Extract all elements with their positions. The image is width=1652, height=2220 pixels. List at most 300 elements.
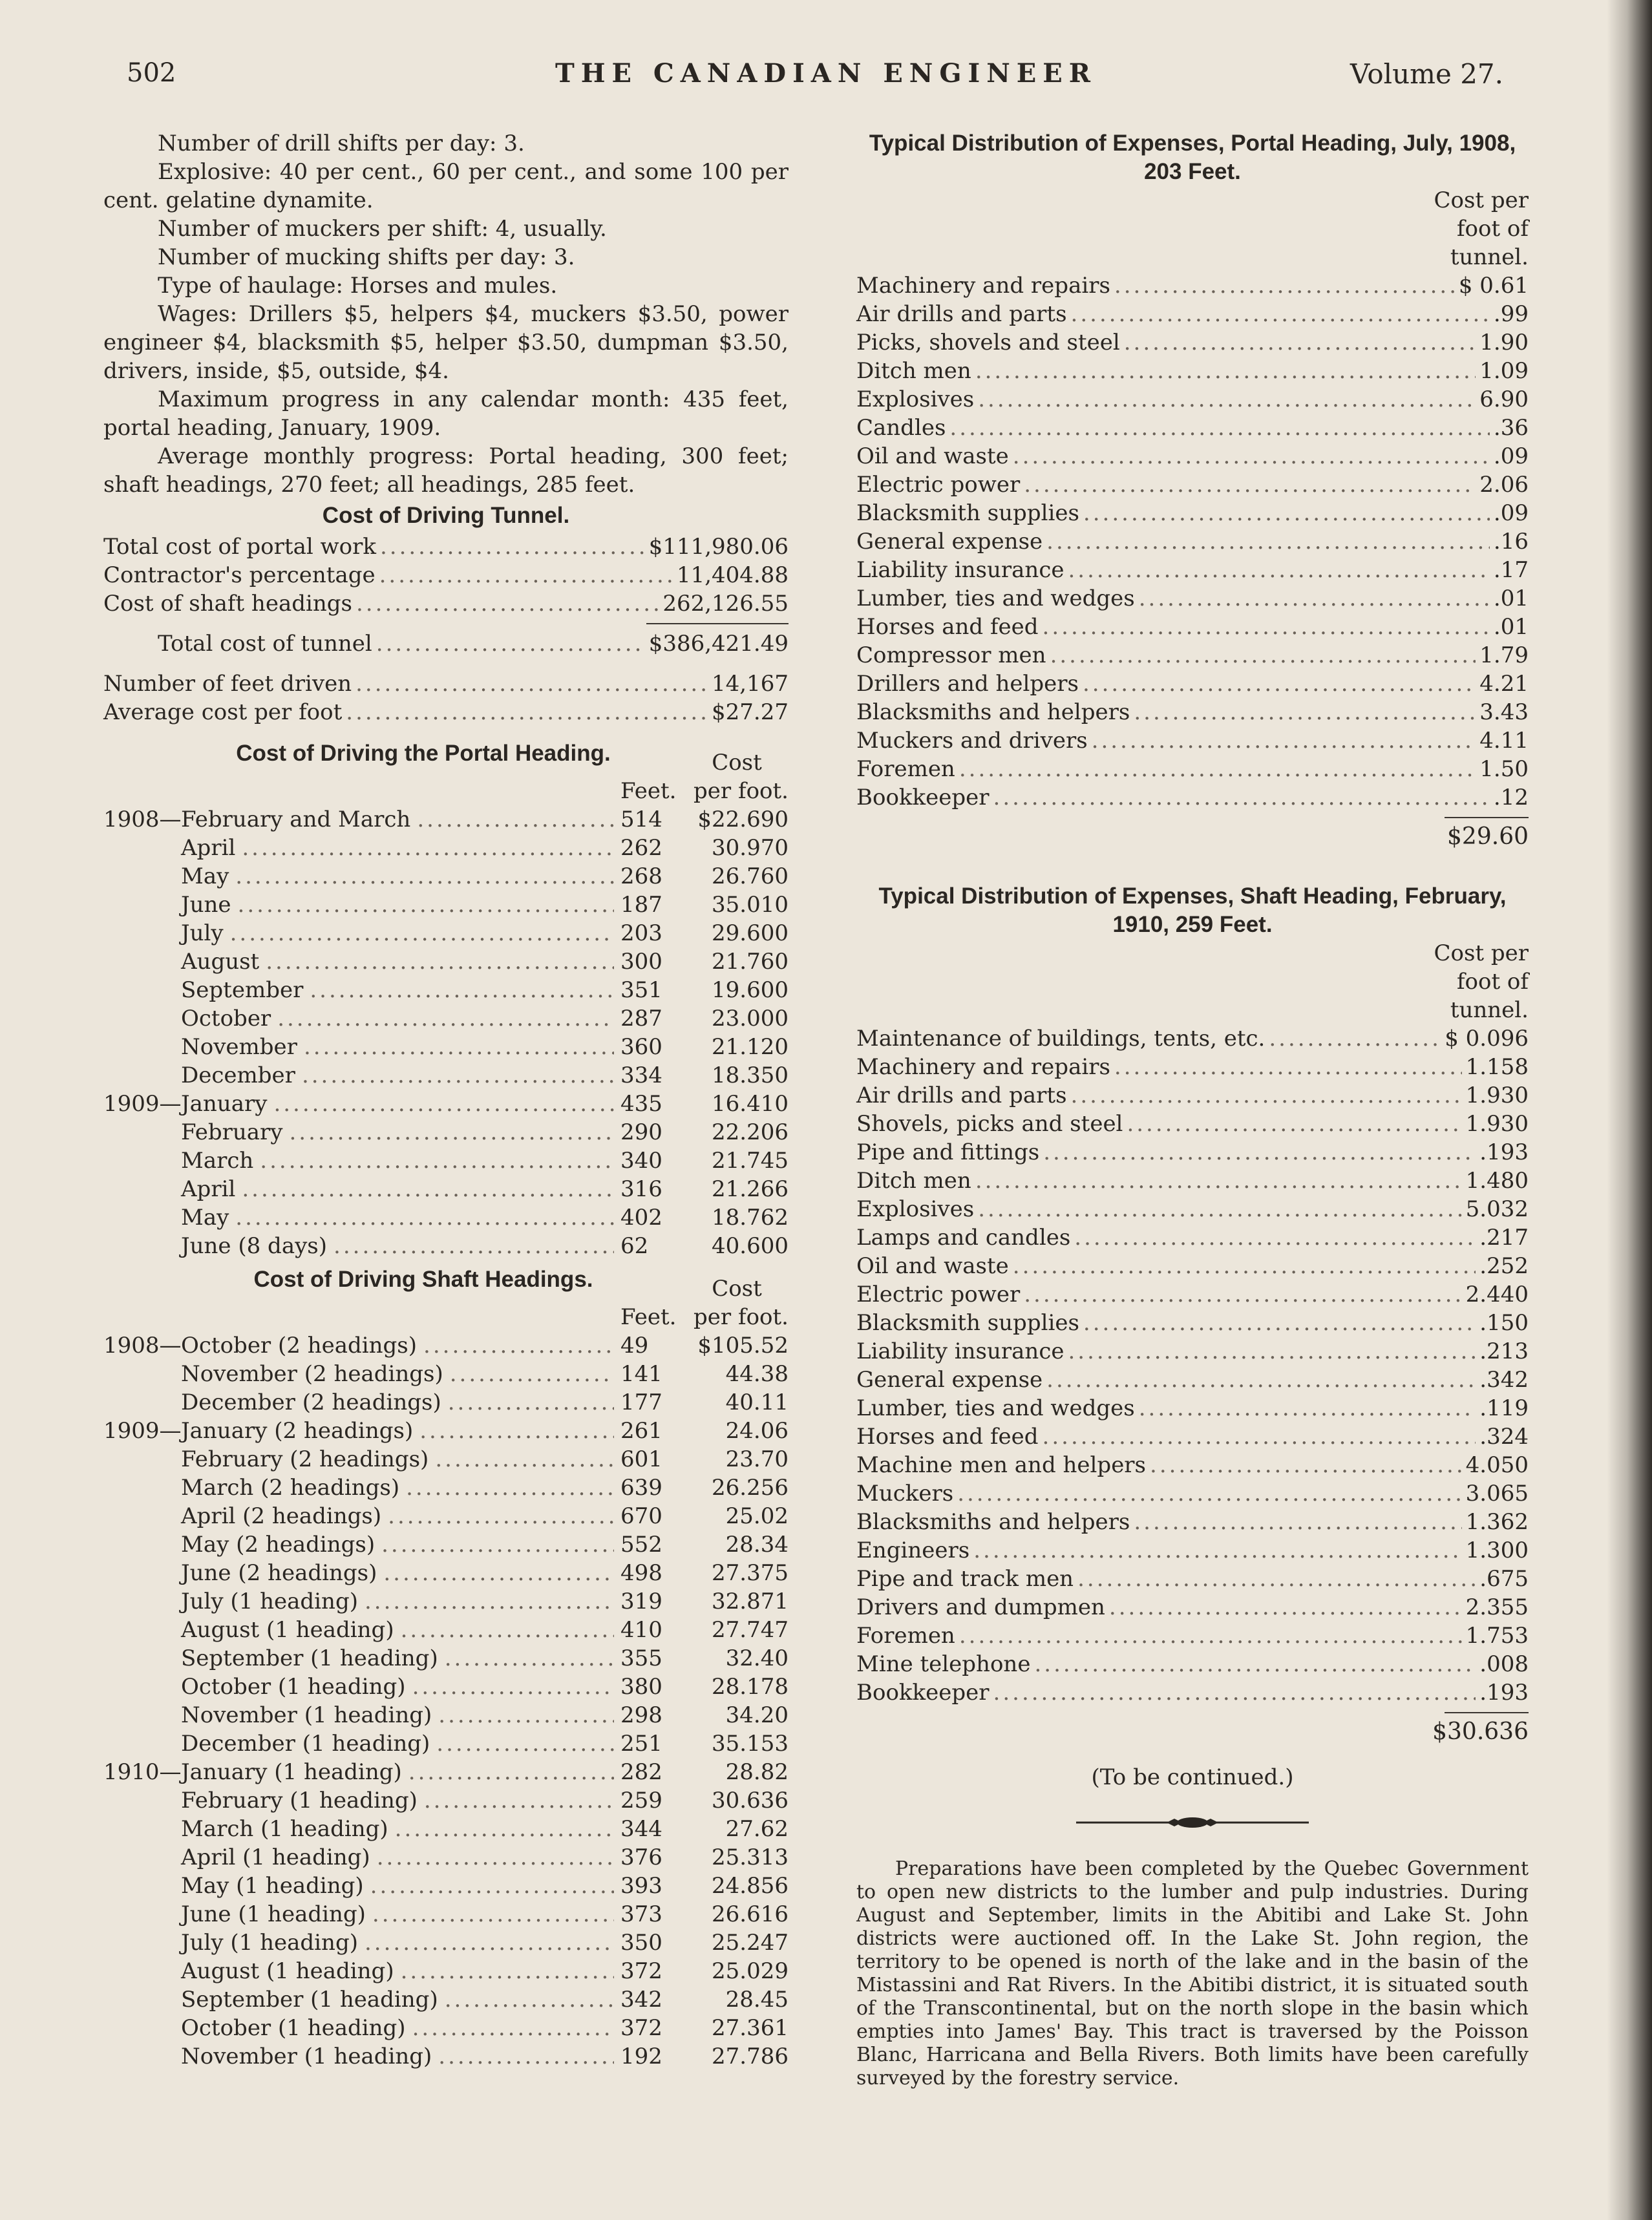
feet-cell: 268 — [620, 863, 662, 889]
paragraph: Maximum progress in any calendar month: 435 feet, portal heading, January, 1909. — [103, 386, 789, 441]
row-value: 11,404.88 — [676, 562, 789, 588]
cost-cell: 21.745 — [712, 1148, 789, 1174]
feet-cell: 360 — [620, 1034, 662, 1060]
feet-cell: 402 — [620, 1205, 662, 1231]
table-row — [856, 1138, 1529, 1167]
volume-label: Volume 27. — [1350, 58, 1503, 90]
feet-cell: 192 — [620, 2044, 662, 2069]
cost-cell: 26.616 — [712, 1901, 789, 1927]
cost-cell: 40.11 — [725, 1390, 789, 1415]
table-row — [103, 1474, 789, 1502]
month-cell: October (1 heading) — [181, 2015, 406, 2041]
table-row — [103, 1360, 789, 1388]
row-label: Blacksmith supplies — [856, 500, 1079, 526]
row-label: Contractor's percentage — [103, 562, 376, 588]
table-row — [103, 976, 789, 1004]
row-label: Bookkeeper — [856, 1680, 990, 1706]
to-be-continued: (To be continued.) — [1091, 1764, 1294, 1790]
row-label: Blacksmith supplies — [856, 1310, 1079, 1336]
portal-heading: Cost of Driving the Portal Heading. — [236, 741, 611, 766]
row-label: Lumber, ties and wedges — [856, 586, 1135, 611]
portal-expenses-table — [856, 271, 1529, 812]
month-cell: January — [181, 1091, 268, 1117]
feet-cell: 393 — [620, 1873, 662, 1899]
table-row — [103, 1061, 789, 1090]
month-cell: August (1 heading) — [181, 1958, 394, 1984]
feet-cell: 601 — [620, 1446, 662, 1472]
row-label: Machinery and repairs — [856, 1054, 1110, 1080]
table-row — [856, 1223, 1529, 1252]
row-label: General expense — [856, 529, 1043, 555]
feet-cell: 251 — [620, 1731, 662, 1757]
cost-cell: 18.762 — [712, 1205, 789, 1231]
shaft-heading: Cost of Driving Shaft Headings. — [253, 1267, 593, 1292]
table-row — [103, 670, 789, 698]
row-label: Shovels, picks and steel — [856, 1111, 1123, 1137]
year-cell: 1910— — [103, 1759, 182, 1785]
row-label: Machinery and repairs — [856, 273, 1110, 299]
table-row — [103, 1004, 789, 1033]
table-row — [103, 1175, 789, 1203]
cost-cell: 28.45 — [725, 1987, 789, 2013]
row-value: 1.90 — [1479, 330, 1529, 355]
table-row — [103, 1090, 789, 1118]
cost-cell: 34.20 — [725, 1702, 789, 1728]
row-value: .01 — [1493, 614, 1529, 640]
table-row — [103, 891, 789, 919]
total-rule — [1445, 1712, 1529, 1713]
paragraph: Number of drill shifts per day: 3. — [158, 131, 525, 156]
row-label: Liability insurance — [856, 1338, 1064, 1364]
feet-cell: 670 — [620, 1503, 662, 1529]
table-row — [856, 414, 1529, 442]
table-row — [103, 1758, 789, 1786]
table-row — [103, 947, 789, 976]
row-value: .01 — [1493, 586, 1529, 611]
month-cell: October (2 headings) — [181, 1333, 418, 1358]
month-cell: February (1 heading) — [181, 1788, 418, 1813]
row-label: Bookkeeper — [856, 785, 990, 810]
table-row — [103, 1147, 789, 1175]
row-value: .252 — [1479, 1253, 1529, 1279]
month-cell: August — [181, 949, 260, 975]
table-row — [103, 1843, 789, 1872]
month-cell: August (1 heading) — [181, 1617, 394, 1643]
table-row — [856, 1309, 1529, 1337]
cost-cell: 27.786 — [712, 2044, 789, 2069]
table-row — [103, 862, 789, 891]
cost-cell: 29.600 — [712, 920, 789, 946]
cost-cell: $105.52 — [697, 1333, 789, 1358]
feet-cell: 373 — [620, 1901, 662, 1927]
month-cell: March (2 headings) — [181, 1475, 400, 1501]
cost-cell: 30.636 — [712, 1788, 789, 1813]
feet-cell: 376 — [620, 1845, 662, 1870]
cost-per-label: Cost per foot of tunnel. — [1434, 940, 1529, 1023]
row-value: 4.050 — [1465, 1452, 1529, 1478]
feet-cell: 203 — [620, 920, 662, 946]
table-row — [103, 1701, 789, 1729]
feet-col-header: Feet. — [620, 1304, 677, 1330]
month-cell: February — [181, 1119, 283, 1145]
row-label: Blacksmiths and helpers — [856, 1509, 1130, 1535]
tunnel-cost-table — [103, 533, 789, 618]
row-value: 2.440 — [1465, 1282, 1529, 1307]
table-row — [856, 499, 1529, 527]
cost-cell: 35.010 — [712, 892, 789, 918]
cost-cell: 35.153 — [712, 1731, 789, 1757]
table-row — [856, 584, 1529, 613]
feet-cell: 639 — [620, 1475, 662, 1501]
table-row — [103, 1559, 789, 1587]
row-value: 2.06 — [1479, 472, 1529, 498]
row-label: Muckers — [856, 1481, 954, 1506]
month-cell: May — [181, 863, 229, 889]
table-row — [103, 1616, 789, 1644]
row-value: 14,167 — [712, 671, 789, 697]
row-label: Foremen — [856, 1623, 955, 1649]
row-label: Candles — [856, 415, 946, 441]
row-label: Maintenance of buildings, tents, etc. — [856, 1026, 1265, 1052]
feet-cell: 259 — [620, 1788, 662, 1813]
row-value: .193 — [1479, 1680, 1529, 1706]
feet-cell: 262 — [620, 835, 662, 861]
month-cell: November (2 headings) — [181, 1361, 443, 1387]
row-value: 1.930 — [1465, 1083, 1529, 1108]
row-label: Drillers and helpers — [856, 671, 1079, 697]
row-value: .17 — [1493, 557, 1529, 583]
feet-cell: 319 — [620, 1589, 662, 1614]
table-row — [103, 1872, 789, 1900]
table-row — [856, 755, 1529, 783]
row-label: Total cost of portal work — [103, 534, 376, 560]
year-cell: 1908— — [103, 807, 182, 832]
row-value: $27.27 — [712, 699, 789, 725]
row-label: Explosives — [856, 386, 975, 412]
cost-cell: 26.256 — [712, 1475, 789, 1501]
row-value: .150 — [1479, 1310, 1529, 1336]
row-value: 1.480 — [1465, 1168, 1529, 1194]
table-row — [103, 533, 789, 561]
row-value: .09 — [1493, 500, 1529, 526]
month-cell: September (1 heading) — [181, 1987, 438, 2013]
feet-cell: 372 — [620, 1958, 662, 1984]
feet-cell: 141 — [620, 1361, 662, 1387]
month-cell: July (1 heading) — [181, 1589, 358, 1614]
cost-cell: 28.82 — [725, 1759, 789, 1785]
month-cell: November — [181, 1034, 297, 1060]
feet-cell: 342 — [620, 1987, 662, 2013]
row-value: .324 — [1479, 1424, 1529, 1450]
table-row — [856, 613, 1529, 641]
month-cell: June (1 heading) — [181, 1901, 366, 1927]
cost-cell: 30.970 — [712, 835, 789, 861]
table-row — [856, 1053, 1529, 1081]
feet-cell: 261 — [620, 1418, 662, 1444]
cost-cell: 18.350 — [712, 1062, 789, 1088]
row-label: Pipe and track men — [856, 1566, 1074, 1592]
table-row — [856, 698, 1529, 726]
row-label: General expense — [856, 1367, 1043, 1393]
table-row — [856, 1195, 1529, 1223]
table-row — [103, 2014, 789, 2042]
cost-cell: $22.690 — [697, 807, 789, 832]
month-cell: June (8 days) — [181, 1233, 328, 1259]
page-gutter-shadow — [1607, 0, 1652, 2220]
table-row — [103, 1673, 789, 1701]
month-cell: July (1 heading) — [181, 1930, 358, 1956]
table-row — [856, 783, 1529, 812]
cost-cell: 32.871 — [712, 1589, 789, 1614]
table-row — [103, 1587, 789, 1616]
table-row — [103, 2042, 789, 2071]
row-label: Cost of shaft headings — [103, 591, 352, 617]
table-row — [103, 834, 789, 862]
table-row — [856, 1366, 1529, 1394]
table-row — [856, 1167, 1529, 1195]
row-label: Muckers and drivers — [856, 728, 1088, 754]
row-label: Engineers — [856, 1538, 970, 1563]
feet-cell: 514 — [620, 807, 662, 832]
cost-cell: 25.029 — [712, 1958, 789, 1984]
table-row — [856, 1536, 1529, 1565]
paragraph: Type of haulage: Horses and mules. — [158, 273, 558, 299]
shaft-expenses-table — [856, 1024, 1529, 1707]
cost-cell: 22.206 — [712, 1119, 789, 1145]
feet-cell: 177 — [620, 1390, 662, 1415]
row-value: .36 — [1493, 415, 1529, 441]
feet-cell: 498 — [620, 1560, 662, 1586]
row-label: Foremen — [856, 756, 955, 782]
feet-cell: 62 — [620, 1233, 649, 1259]
table-row — [103, 1388, 789, 1417]
table-row — [856, 1280, 1529, 1309]
table-row — [856, 641, 1529, 670]
row-value: 2.355 — [1465, 1594, 1529, 1620]
month-cell: March — [181, 1148, 254, 1174]
row-label: Horses and feed — [856, 614, 1039, 640]
table-row — [856, 670, 1529, 698]
feet-cell: 344 — [620, 1816, 662, 1842]
table-row — [856, 385, 1529, 414]
month-cell: April (2 headings) — [181, 1503, 382, 1529]
left-column — [103, 129, 789, 2071]
table-row — [103, 1729, 789, 1758]
year-cell: 1909— — [103, 1091, 182, 1117]
month-cell: September — [181, 977, 304, 1003]
row-value: 6.90 — [1479, 386, 1529, 412]
table-row — [856, 1394, 1529, 1422]
row-value: .16 — [1493, 529, 1529, 555]
month-cell: May — [181, 1205, 229, 1231]
cost-cell: 21.266 — [712, 1176, 789, 1202]
row-value: .193 — [1479, 1139, 1529, 1165]
month-cell: November (1 heading) — [181, 2044, 432, 2069]
cost-cell: 16.410 — [712, 1091, 789, 1117]
row-value: .12 — [1493, 785, 1529, 810]
row-value: 262,126.55 — [662, 591, 789, 617]
row-value: 1.158 — [1465, 1054, 1529, 1080]
row-value: .99 — [1493, 301, 1529, 327]
row-value: 1.79 — [1479, 642, 1529, 668]
tunnel-cost-heading: Cost of Driving Tunnel. — [322, 503, 570, 528]
shaft-expenses-total: $30.636 — [1432, 1718, 1529, 1745]
portal-table-header — [103, 739, 789, 777]
feet-cell: 334 — [620, 1062, 662, 1088]
table-row — [103, 1445, 789, 1474]
feet-cell: 316 — [620, 1176, 662, 1202]
month-cell: April — [181, 1176, 236, 1202]
feet-cell: 380 — [620, 1674, 662, 1700]
cost-cell: 23.000 — [712, 1006, 789, 1031]
row-label: Pipe and fittings — [856, 1139, 1040, 1165]
feet-cell: 340 — [620, 1148, 662, 1174]
cost-cell: 25.313 — [712, 1845, 789, 1870]
cost-cell: 26.760 — [712, 863, 789, 889]
cost-cell: 28.178 — [712, 1674, 789, 1700]
row-value: .213 — [1479, 1338, 1529, 1364]
table-row — [856, 726, 1529, 755]
table-row — [103, 919, 789, 947]
table-row — [856, 1622, 1529, 1650]
row-value: 3.065 — [1465, 1481, 1529, 1506]
row-value: 1.362 — [1465, 1509, 1529, 1535]
month-cell: September (1 heading) — [181, 1645, 438, 1671]
portal-expenses-total: $29.60 — [1447, 823, 1529, 850]
table-row — [856, 1451, 1529, 1479]
table-row — [103, 1815, 789, 1843]
table-row — [103, 698, 789, 726]
total-rule — [1445, 817, 1529, 818]
table-row — [856, 1252, 1529, 1280]
table-row — [856, 1110, 1529, 1138]
feet-cell: 552 — [620, 1532, 662, 1558]
row-value: .008 — [1479, 1651, 1529, 1677]
table-row — [103, 561, 789, 589]
table-row — [856, 1422, 1529, 1451]
table-row — [103, 1331, 789, 1360]
cost-cell: 19.600 — [712, 977, 789, 1003]
table-row — [856, 1508, 1529, 1536]
paragraph: Number of mucking shifts per day: 3. — [158, 244, 575, 270]
row-label: Drivers and dumpmen — [856, 1594, 1105, 1620]
row-value: 1.300 — [1465, 1538, 1529, 1563]
table-row — [103, 805, 789, 834]
table-row — [856, 1678, 1529, 1707]
row-label: Oil and waste — [856, 443, 1009, 469]
table-row — [856, 271, 1529, 300]
row-value: $ 0.61 — [1458, 273, 1529, 299]
month-cell: April — [181, 835, 236, 861]
table-row — [856, 1024, 1529, 1053]
month-cell: March (1 heading) — [181, 1816, 388, 1842]
paragraph: Number of muckers per shift: 4, usually. — [158, 216, 607, 242]
cost-cell: 27.375 — [712, 1560, 789, 1586]
table-row — [103, 1985, 789, 2014]
row-label: Oil and waste — [856, 1253, 1009, 1279]
feet-cell: 287 — [620, 1006, 662, 1031]
cost-cell: 21.760 — [712, 949, 789, 975]
paragraph: Explosive: 40 per cent., 60 per cent., and some 100 per cent. gelatine dynamite. — [103, 159, 789, 213]
month-cell: May (2 headings) — [181, 1532, 376, 1558]
table-row — [856, 357, 1529, 385]
row-label: Ditch men — [856, 1168, 971, 1194]
page-number: 502 — [127, 58, 176, 88]
row-label: Electric power — [856, 472, 1021, 498]
row-value: $386,421.49 — [648, 631, 789, 657]
row-label: Compressor men — [856, 642, 1046, 668]
row-value: 3.43 — [1479, 699, 1529, 725]
row-value: .342 — [1479, 1367, 1529, 1393]
table-row — [103, 1033, 789, 1061]
row-value: 1.09 — [1479, 358, 1529, 384]
feet-cell: 49 — [620, 1333, 649, 1358]
row-label: Mine telephone — [856, 1651, 1031, 1677]
feet-cell: 350 — [620, 1930, 662, 1956]
table-row — [856, 1081, 1529, 1110]
month-cell: June — [181, 892, 231, 918]
row-label: Ditch men — [856, 358, 971, 384]
month-cell: October (1 heading) — [181, 1674, 406, 1700]
total-cost-row — [103, 629, 789, 658]
table-row — [103, 1900, 789, 1929]
row-value: 4.11 — [1479, 728, 1529, 754]
table-row — [103, 1232, 789, 1260]
month-cell: December (1 heading) — [181, 1731, 430, 1757]
feet-cell: 372 — [620, 2015, 662, 2041]
row-label: Electric power — [856, 1282, 1021, 1307]
month-cell: June (2 headings) — [181, 1560, 377, 1586]
month-cell: October — [181, 1006, 271, 1031]
cost-cell: 27.361 — [712, 2015, 789, 2041]
month-cell: December — [181, 1062, 295, 1088]
table-row — [856, 300, 1529, 328]
row-value: .217 — [1479, 1225, 1529, 1251]
table-row — [856, 1565, 1529, 1593]
ornament-divider-icon — [1076, 1816, 1309, 1829]
cost-cell: 21.120 — [712, 1034, 789, 1060]
cost-col-header-2: per foot. — [694, 1304, 789, 1330]
month-cell: January (1 heading) — [181, 1759, 402, 1785]
cost-cell: 24.06 — [725, 1418, 789, 1444]
month-cell: July — [181, 920, 224, 946]
table-row — [856, 470, 1529, 499]
row-value: 1.50 — [1479, 756, 1529, 782]
cost-cell: 32.40 — [725, 1645, 789, 1671]
cost-per-label: Cost per foot of tunnel. — [1434, 187, 1529, 270]
row-value: $111,980.06 — [648, 534, 789, 560]
row-label: Air drills and parts — [856, 1083, 1067, 1108]
table-row — [103, 1644, 789, 1673]
row-value: 5.032 — [1465, 1196, 1529, 1222]
table-row — [103, 1118, 789, 1147]
row-label: Blacksmiths and helpers — [856, 699, 1130, 725]
cost-cell: 25.247 — [712, 1930, 789, 1956]
feet-col-header: Feet. — [620, 778, 677, 804]
shaft-table-header — [103, 1265, 789, 1303]
feet-cell: 298 — [620, 1702, 662, 1728]
feet-cell: 282 — [620, 1759, 662, 1785]
row-label: Picks, shovels and steel — [856, 330, 1120, 355]
year-cell: 1908— — [103, 1333, 182, 1358]
tunnel-summary-table — [103, 670, 789, 726]
row-label: Explosives — [856, 1196, 975, 1222]
table-row — [856, 556, 1529, 584]
month-cell: December (2 headings) — [181, 1390, 441, 1415]
row-label: Number of feet driven — [103, 671, 352, 697]
row-label: Liability insurance — [856, 557, 1064, 583]
cost-cell: 44.38 — [725, 1361, 789, 1387]
